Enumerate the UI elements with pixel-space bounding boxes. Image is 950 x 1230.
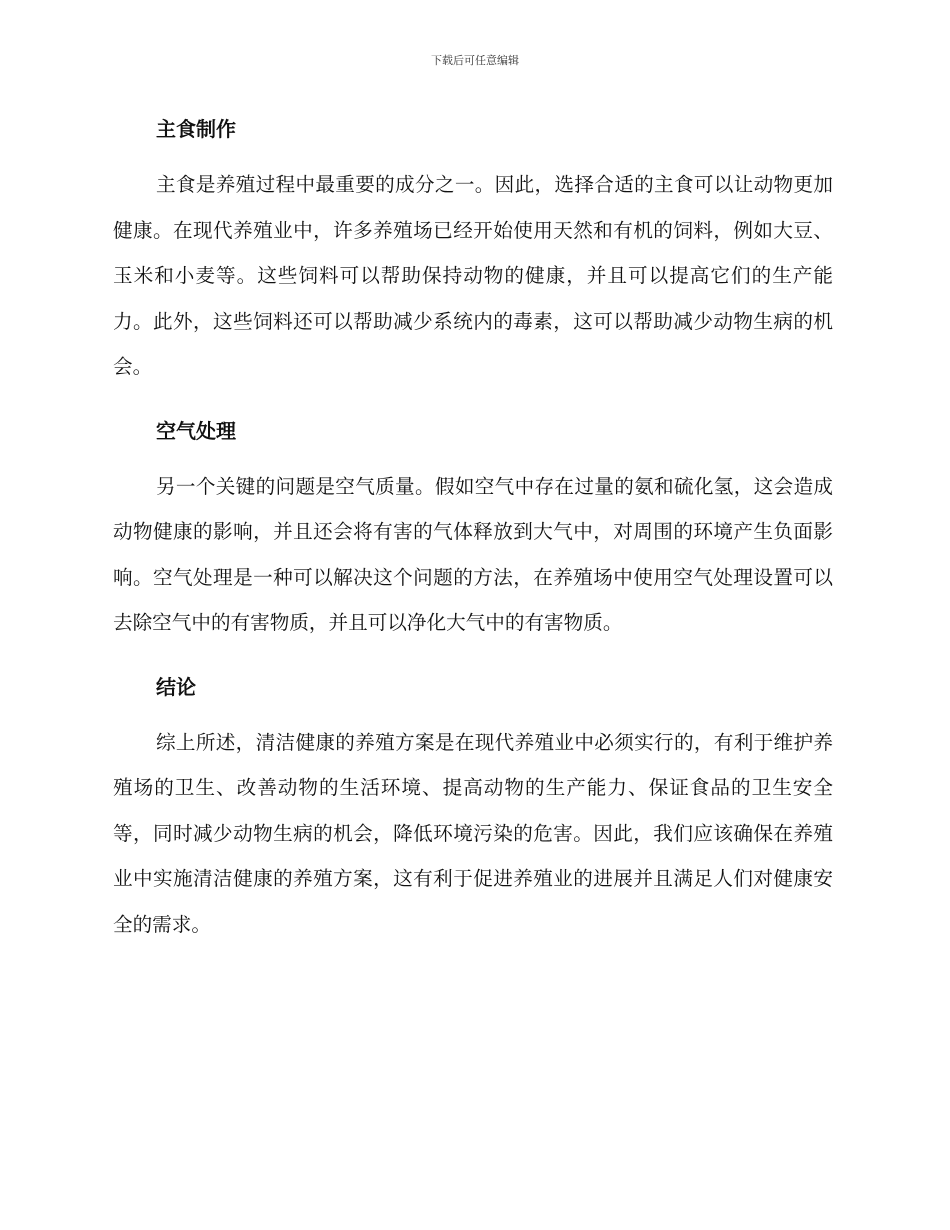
- section-paragraph: 主食是养殖过程中最重要的成分之一。因此，选择合适的主食可以让动物更加健康。在现代养殖业中，许多养殖场已经开始使用天然和有机的饲料，例如大豆、玉米和小麦等。这些饲料可以帮助保持动物的健康，并且可以提高它们的生产能力。此外，这些饲料还可以帮助减少系统内的毒素，这可以帮助减少动物生病的机会。: [113, 173, 833, 378]
- page-header-note: 下载后可任意编辑: [431, 54, 519, 67]
- section-heading: 空气处理: [156, 418, 236, 443]
- section-paragraph: 另一个关键的问题是空气质量。假如空气中存在过量的氨和硫化氢，这会造成动物健康的影响，并且还会将有害的气体释放到大气中，对周围的环境产生负面影响。空气处理是一种可以解决这个问题的方法，在养殖场中使用空气处理设置可以去除空气中的有害物质，并且可以净化大气中的有害物质。: [113, 474, 833, 634]
- section-heading: 主食制作: [156, 117, 236, 141]
- section-paragraph: 综上所述，清洁健康的养殖方案是在现代养殖业中必须实行的，有利于维护养殖场的卫生、改善动物的生活环境、提高动物的生产能力、保证食品的卫生安全等，同时减少动物生病的机会，降低环境污染的危害。因此，我们应该确保在养殖业中实施清洁健康的养殖方案，这有利于促进养殖业的进展并且满足人们对健康安全的需求。: [113, 730, 833, 936]
- section-staple-food: [113, 108, 833, 390]
- section-air-treatment: [113, 410, 833, 646]
- section-conclusion: [113, 666, 833, 948]
- document-body: [113, 108, 833, 947]
- section-heading: 结论: [156, 674, 196, 699]
